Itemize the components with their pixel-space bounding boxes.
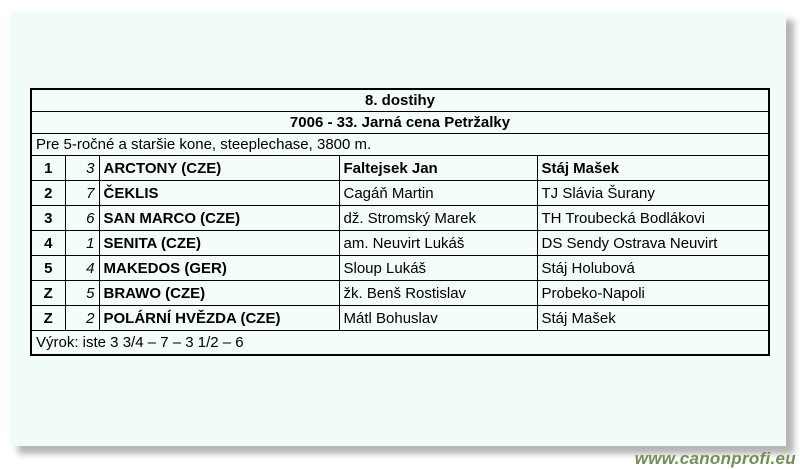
table-row bbox=[31, 231, 769, 256]
start-number: 2 bbox=[65, 306, 99, 331]
stable-name: Stáj Mašek bbox=[537, 156, 769, 181]
start-number: 4 bbox=[65, 256, 99, 281]
finish-position: 3 bbox=[31, 206, 65, 231]
race-title-heading: 7006 - 33. Jarná cena Petržalky bbox=[31, 112, 769, 134]
rider-name: Mátl Bohuslav bbox=[339, 306, 537, 331]
race-verdict-text: Výrok: iste 3 3/4 – 7 – 3 1/2 – 6 bbox=[31, 331, 769, 356]
horse-name: POLÁRNÍ HVĚZDA (CZE) bbox=[99, 306, 339, 331]
stable-name: Probeko-Napoli bbox=[537, 281, 769, 306]
race-number-row bbox=[31, 89, 769, 112]
race-verdict-row bbox=[31, 331, 769, 356]
table-row bbox=[31, 256, 769, 281]
rider-name: Faltejsek Jan bbox=[339, 156, 537, 181]
horse-name: ČEKLIS bbox=[99, 181, 339, 206]
finish-position: 4 bbox=[31, 231, 65, 256]
table-row bbox=[31, 306, 769, 331]
start-number: 3 bbox=[65, 156, 99, 181]
race-results-table bbox=[30, 88, 770, 356]
race-conditions-text: Pre 5-ročné a staršie kone, steeplechase, 3800 m. bbox=[31, 134, 769, 156]
table-row bbox=[31, 281, 769, 306]
horse-name: ARCTONY (CZE) bbox=[99, 156, 339, 181]
horse-name: BRAWO (CZE) bbox=[99, 281, 339, 306]
race-title-row bbox=[31, 112, 769, 134]
finish-position: 2 bbox=[31, 181, 65, 206]
start-number: 6 bbox=[65, 206, 99, 231]
rider-name: Sloup Lukáš bbox=[339, 256, 537, 281]
finish-position: Z bbox=[31, 281, 65, 306]
watermark: www.canonprofi.eu bbox=[634, 449, 796, 468]
finish-position: 1 bbox=[31, 156, 65, 181]
rider-name: dž. Stromský Marek bbox=[339, 206, 537, 231]
race-conditions-row bbox=[31, 134, 769, 156]
stable-name: Stáj Holubová bbox=[537, 256, 769, 281]
stable-name: DS Sendy Ostrava Neuvirt bbox=[537, 231, 769, 256]
start-number: 7 bbox=[65, 181, 99, 206]
horse-name: SENITA (CZE) bbox=[99, 231, 339, 256]
rider-name: am. Neuvirt Lukáš bbox=[339, 231, 537, 256]
stable-name: TJ Slávia Šurany bbox=[537, 181, 769, 206]
horse-name: SAN MARCO (CZE) bbox=[99, 206, 339, 231]
rider-name: žk. Benš Rostislav bbox=[339, 281, 537, 306]
table-row bbox=[31, 181, 769, 206]
stable-name: Stáj Mašek bbox=[537, 306, 769, 331]
race-number-heading: 8. dostihy bbox=[31, 89, 769, 112]
start-number: 1 bbox=[65, 231, 99, 256]
table-row bbox=[31, 156, 769, 181]
start-number: 5 bbox=[65, 281, 99, 306]
race-result-sheet bbox=[10, 12, 786, 446]
stable-name: TH Troubecká Bodlákovi bbox=[537, 206, 769, 231]
table-row bbox=[31, 206, 769, 231]
rider-name: Cagáň Martin bbox=[339, 181, 537, 206]
horse-name: MAKEDOS (GER) bbox=[99, 256, 339, 281]
finish-position: Z bbox=[31, 306, 65, 331]
finish-position: 5 bbox=[31, 256, 65, 281]
